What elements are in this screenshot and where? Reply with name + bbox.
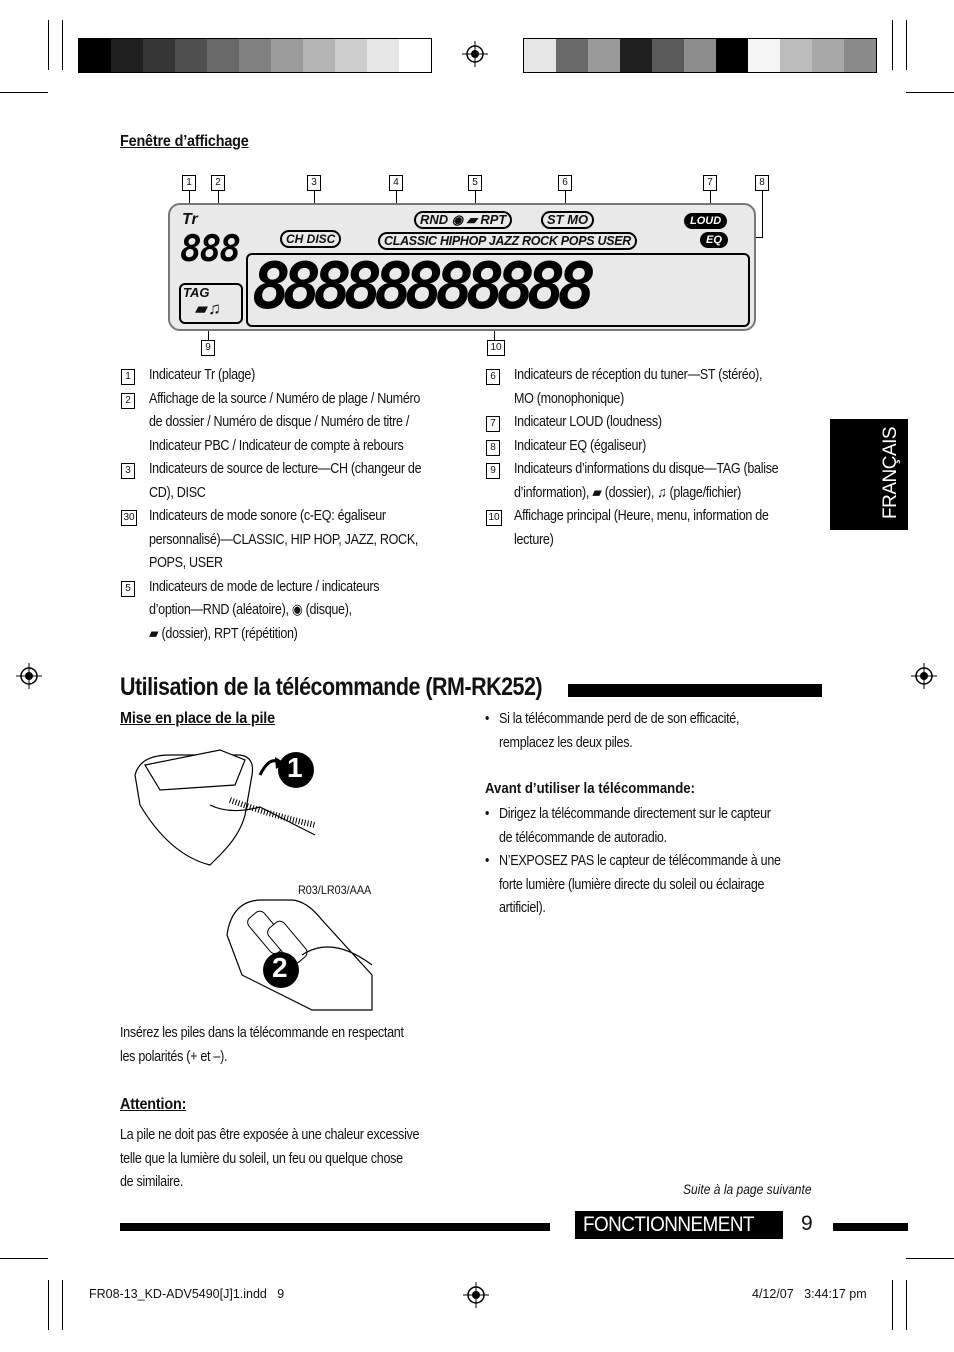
color-swatch: [207, 39, 239, 72]
battery-heading: Mise en place de la pile: [120, 710, 275, 727]
before-heading: Avant d’utiliser la télécommande:: [485, 780, 696, 797]
title-rule: [568, 684, 822, 697]
color-swatch: [143, 39, 175, 72]
registration-mark-icon: [911, 663, 937, 689]
lcd-tag-box: [179, 283, 243, 324]
callout-9: 9: [201, 340, 215, 356]
lcd-tag: TAG: [183, 285, 210, 300]
color-swatch: [780, 39, 812, 72]
color-swatch: [111, 39, 143, 72]
callout-5: 5: [468, 175, 482, 191]
display-section-heading: Fenêtre d’affichage: [120, 133, 249, 150]
footer-rule-right: [833, 1223, 908, 1231]
color-swatch: [79, 39, 111, 72]
callout-6: 6: [558, 175, 572, 191]
color-swatch: [716, 39, 748, 72]
color-bar-right: [523, 38, 877, 73]
page-title: Utilisation de la télécommande (RM-RK252): [120, 673, 543, 701]
callout-8: 8: [755, 175, 769, 191]
color-swatch: [684, 39, 716, 72]
lcd-sound-modes: CLASSIC HIPHOP JAZZ ROCK POPS USER: [378, 232, 637, 250]
remote-section-title: [120, 673, 611, 705]
color-swatch: [748, 39, 780, 72]
lcd-loud: LOUD: [684, 213, 727, 229]
color-swatch: [399, 39, 431, 72]
lcd-track-digits: 888: [180, 229, 240, 270]
callout-10: 10: [487, 340, 505, 356]
color-swatch: [812, 39, 844, 72]
color-swatch: [239, 39, 271, 72]
callout-2: 2: [211, 175, 225, 191]
lcd-ch-disc: CH DISC: [280, 230, 341, 248]
lcd-main-segments: 88888888888: [252, 250, 588, 324]
callout-1: 1: [182, 175, 196, 191]
lcd-main-area: [246, 250, 750, 327]
lcd-st-mo: ST MO: [541, 211, 594, 229]
continued-note: Suite à la page suivante: [683, 1181, 812, 1197]
color-bar-left: [78, 38, 432, 73]
step-1-number: 1: [287, 752, 303, 783]
lcd-rnd-rpt: RND ◉ ▰ RPT: [414, 211, 512, 229]
color-swatch: [524, 39, 556, 72]
step-2-number: 2: [272, 952, 288, 983]
registration-mark-icon: [463, 1282, 489, 1308]
footer-rule-left: [120, 1223, 550, 1231]
print-date: 4/12/07 3:44:17 pm: [752, 1287, 867, 1301]
color-swatch: [271, 39, 303, 72]
attention-heading: Attention:: [120, 1096, 187, 1113]
language-label: FRANÇAIS: [880, 426, 901, 519]
registration-mark-icon: [462, 41, 488, 67]
callout-4: 4: [389, 175, 403, 191]
color-swatch: [303, 39, 335, 72]
footer-section-label: FONCTIONNEMENT: [575, 1211, 783, 1239]
callout-3: 3: [307, 175, 321, 191]
attention-paragraph: La pile ne doit pas être exposée à une chaleur excessive telle que la lumière du soleil, un feu ou quelque chose de similaire.: [120, 1127, 420, 1190]
color-swatch: [844, 39, 876, 72]
right-items-list: 6 Indicateurs de réception du tuner—ST (stéréo), MO (monophonique) 7 Indicateur LOUD (loudness) 8 Indicateur EQ (égaliseur) 9 Indicateurs d’informations du disque—TAG (balise d’information), ▰ (dossier), ♫ (plage/fichier) 10 Affichage principal (Heure, menu, information de lecture): [486, 364, 846, 564]
color-swatch: [335, 39, 367, 72]
color-swatch: [367, 39, 399, 72]
lcd-display: [168, 203, 756, 331]
color-swatch: [652, 39, 684, 72]
page-number: 9: [801, 1212, 813, 1235]
registration-mark-icon: [16, 663, 42, 689]
language-side-tab: [830, 419, 908, 530]
battery-type-label: R03/LR03/AAA: [298, 883, 372, 897]
color-swatch: [588, 39, 620, 72]
lcd-eq: EQ: [700, 232, 728, 248]
before-bullets: • Dirigez la télécommande directement sur le capteur de télécommande de autoradio. • N’EXPOSEZ PAS le capteur de télécommande à une forte lumière (lumière directe du soleil ou éclairage artificiel).: [485, 806, 781, 916]
folder-note-icon: ▰♫: [195, 299, 221, 318]
insert-paragraph: Insérez les piles dans la télécommande en respectant les polarités (+ et –).: [120, 1025, 404, 1065]
left-items-list: 1 Indicateur Tr (plage) 2 Affichage de la source / Numéro de plage / Numéro de dossier / Numéro de disque / Numéro de titre / Indicateur PBC / Indicateur de compte à rebours 3 Indicateurs de source de lecture—CH (changeur de CD), DISC 30 Indicateurs de mode sonore (c-EQ: égaliseur personnalisé)—CLASSIC, HIP HOP, JAZZ, ROCK, POPS, USER 5 Indicateurs de mode de lecture / indicateurs d’option—RND (aléatoire), ◉ (disque), ▰ (dossier), RPT (répétition): [121, 364, 501, 664]
color-swatch: [175, 39, 207, 72]
color-swatch: [556, 39, 588, 72]
right-bullet-1: • Si la télécommande perd de de son efficacité, remplacez les deux piles.: [485, 711, 740, 751]
callout-7: 7: [703, 175, 717, 191]
print-file-name: FR08-13_KD-ADV5490[J]1.indd 9: [89, 1287, 285, 1301]
color-swatch: [620, 39, 652, 72]
lcd-tr: Tr: [182, 211, 198, 228]
